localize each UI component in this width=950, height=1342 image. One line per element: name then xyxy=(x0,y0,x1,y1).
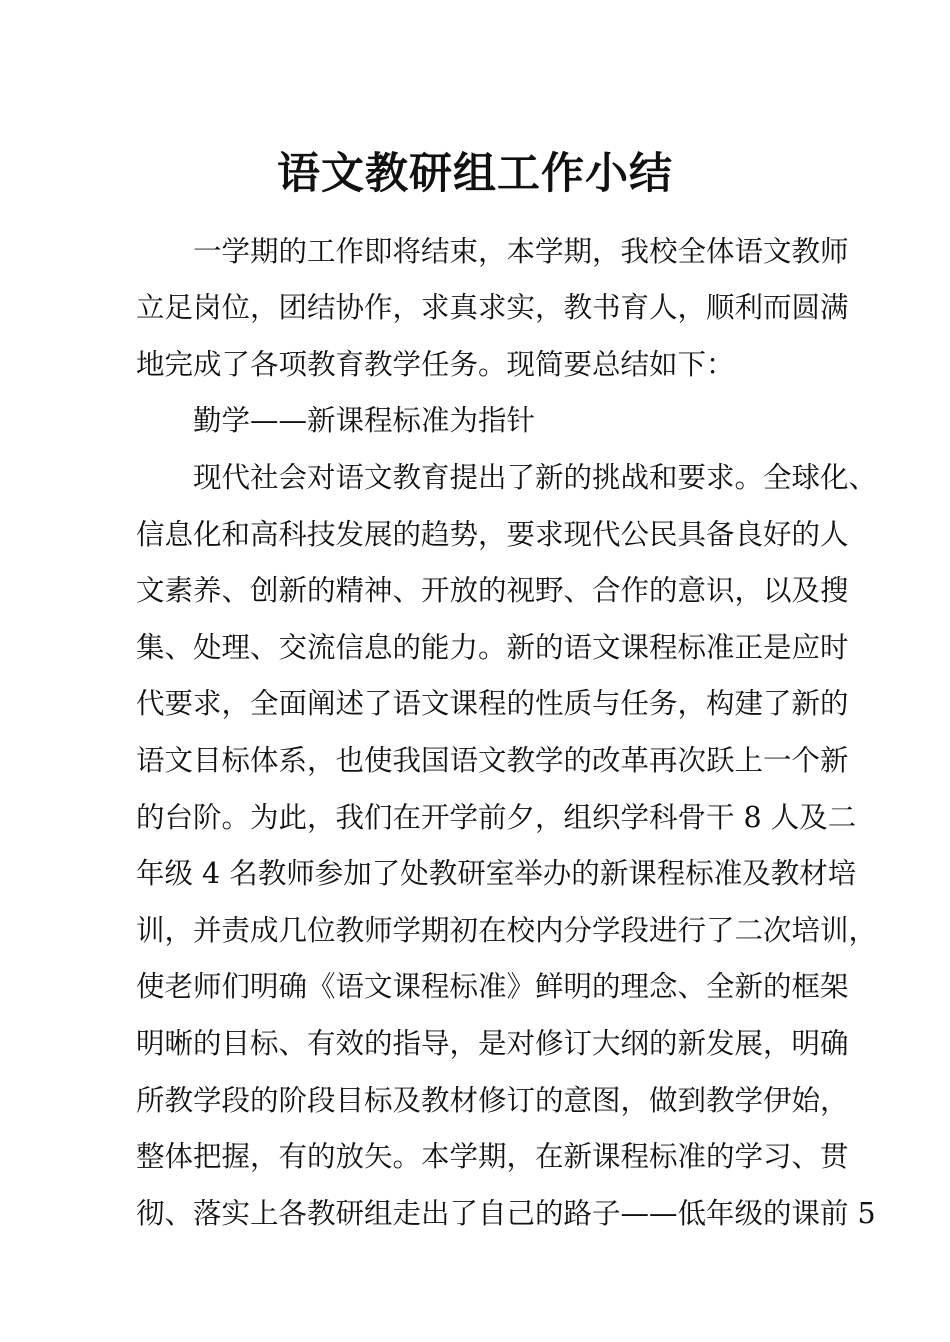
text-line: 明晰的目标、有效的指导，是对修订大纲的新发展，明确 xyxy=(136,1027,849,1060)
text-line: 一学期的工作即将结束，本学期，我校全体语文教师 xyxy=(193,235,849,268)
text-line: 现代社会对语文教育提出了新的挑战和要求。全球化、 xyxy=(193,461,878,494)
text-line: 年级 4 名教师参加了处教研室举办的新课程标准及教材培 xyxy=(136,857,857,890)
text-line: 立足岗位，团结协作，求真求实，教书育人，顺利而圆满 xyxy=(136,291,849,324)
text-line: 文素养、创新的精神、开放的视野、合作的意识，以及搜 xyxy=(136,574,849,607)
text-line: 整体把握，有的放矢。本学期，在新课程标准的学习、贯 xyxy=(136,1140,849,1173)
text-line: 地完成了各项教育教学任务。现简要总结如下： xyxy=(136,348,735,381)
section-heading: 勤学——新课程标准为指针 xyxy=(193,404,536,437)
text-line: 训，并责成几位教师学期初在校内分学段进行了二次培训， xyxy=(136,914,878,947)
text-line: 使老师们明确《语文课程标准》鲜明的理念、全新的框架 xyxy=(136,970,849,1003)
text-line: 所教学段的阶段目标及教材修订的意图，做到教学伊始， xyxy=(136,1084,849,1117)
document-title: 语文教研组工作小结 xyxy=(277,149,673,199)
text-line: 代要求，全面阐述了语文课程的性质与任务，构建了新的 xyxy=(136,687,849,720)
text-line: 集、处理、交流信息的能力。新的语文课程标准正是应时 xyxy=(136,631,849,664)
text-line: 彻、落实上各教研组走出了自己的路子——低年级的课前 5 xyxy=(136,1197,876,1230)
text-line: 信息化和高科技发展的趋势，要求现代公民具备良好的人 xyxy=(136,518,849,551)
text-line: 的台阶。为此，我们在开学前夕，组织学科骨干 8 人及二 xyxy=(136,801,857,834)
text-line: 语文目标体系，也使我国语文教学的改革再次跃上一个新 xyxy=(136,744,849,777)
